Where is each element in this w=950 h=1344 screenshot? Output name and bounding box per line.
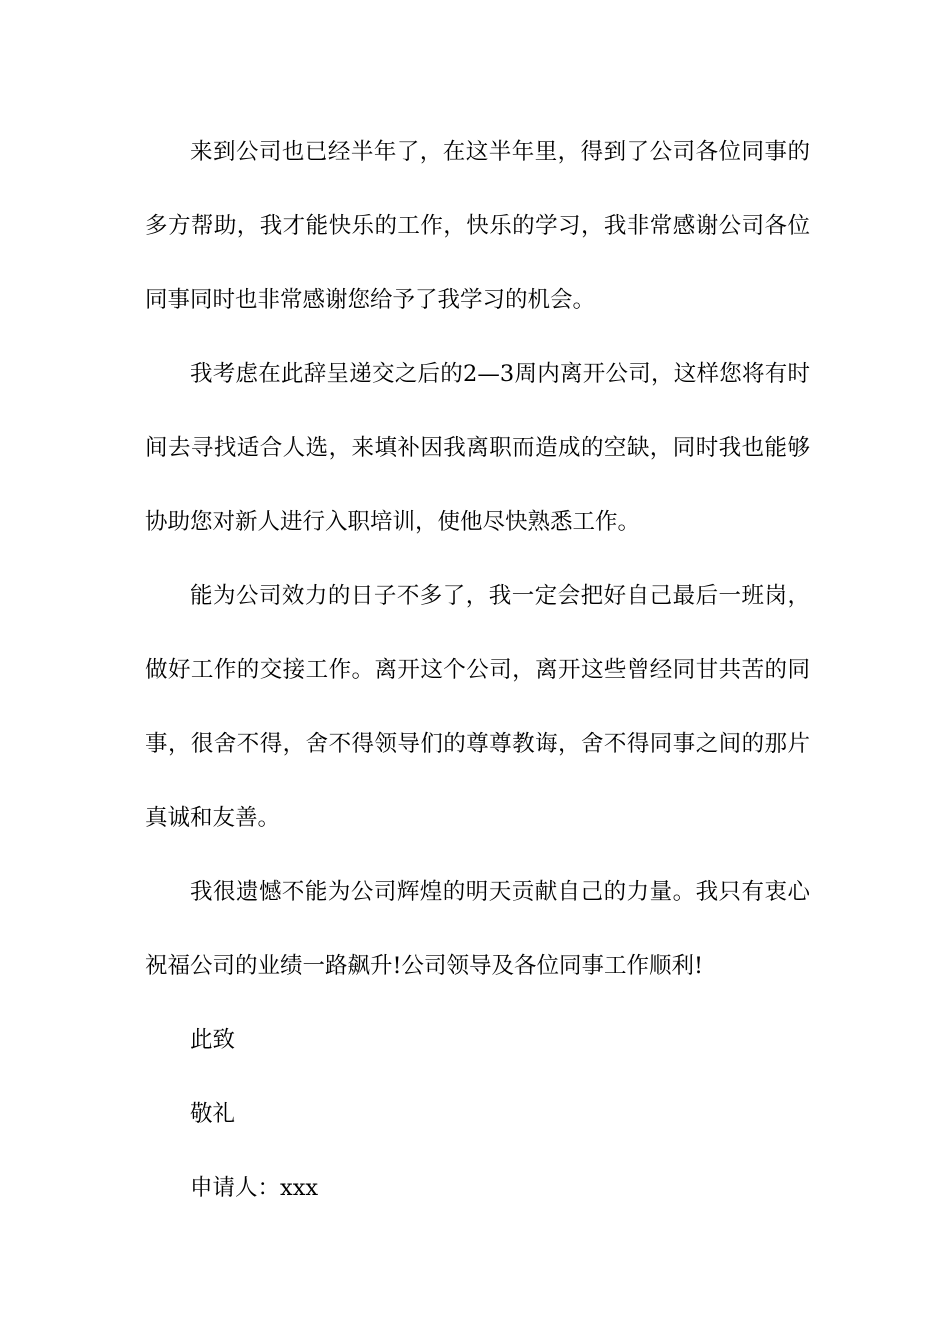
paragraph-handover: 能为公司效力的日子不多了，我一定会把好自己最后一班岗，做好工作的交接工作。离开这个公司，离开这些曾经同甘共苦的同事，很舍不得，舍不得领导们的尊尊教诲，舍不得同事之间的那片真诚和友善。 — [145, 583, 810, 831]
signature-line: 申请人：xxx — [190, 1175, 319, 1201]
paragraph-wishes: 我很遗憾不能为公司辉煌的明天贡献自己的力量。我只有衷心祝福公司的业绩一路飙升!公司领导及各位同事工作顺利! — [145, 879, 810, 979]
paragraph-intro: 来到公司也已经半年了，在这半年里，得到了公司各位同事的多方帮助，我才能快乐的工作，快乐的学习，我非常感谢公司各位同事同时也非常感谢您给予了我学习的机会。 — [145, 139, 810, 313]
closing-salutation: 此致 — [190, 1027, 236, 1053]
paragraph-departure-plan: 我考虑在此辞呈递交之后的2—3周内离开公司，这样您将有时间去寻找适合人选，来填补因我离职而造成的空缺，同时我也能够协助您对新人进行入职培训，使他尽快熟悉工作。 — [145, 361, 810, 535]
closing-regards: 敬礼 — [190, 1101, 236, 1127]
letter-body — [145, 115, 810, 1225]
